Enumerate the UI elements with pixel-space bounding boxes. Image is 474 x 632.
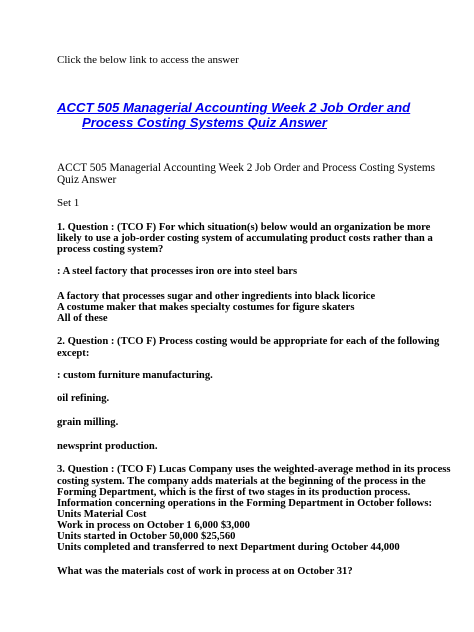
q1-line-1: 1. Question : (TCO F) For which situation(s) below would an organization be more: [57, 222, 431, 233]
set-heading: Set 1: [57, 197, 80, 209]
q3-line-4: Information concerning operations in the Forming Department in October follows:: [57, 498, 432, 509]
doc-title-line-1: ACCT 505 Managerial Accounting Week 2 Job Order and Process Costing Systems: [57, 162, 436, 174]
q2-option-2: oil refining.: [57, 393, 110, 404]
q1-option-1: : A steel factory that processes iron ore into steel bars: [57, 266, 298, 277]
q1-option-3: A costume maker that makes specialty costumes for figure skaters: [57, 302, 355, 313]
q3-line-8: Units completed and transferred to next Department during October 44,000: [57, 542, 400, 553]
q2-option-3: grain milling.: [57, 417, 119, 428]
q1-option-4: All of these: [57, 313, 108, 324]
q3-line-1: 3. Question : (TCO F) Lucas Company uses the weighted-average method in its process: [57, 464, 451, 475]
answer-link[interactable]: [57, 100, 410, 130]
q1-line-3: process costing system?: [57, 244, 164, 255]
q3-question: What was the materials cost of work in process at on October 31?: [57, 566, 353, 577]
answer-link-line-2[interactable]: Process Costing Systems Quiz Answer: [82, 115, 328, 130]
q2-option-1: : custom furniture manufacturing.: [57, 370, 213, 381]
q3-line-7: Units started in October 50,000 $25,560: [57, 531, 236, 542]
q2-option-4: newsprint production.: [57, 441, 158, 452]
doc-title-line-2: Quiz Answer: [57, 174, 117, 186]
q2-line-2: except:: [57, 348, 90, 359]
q3-line-5: Units Material Cost: [57, 509, 147, 520]
q1-line-2: likely to use a job-order costing system of accumulating product costs rather than a: [57, 233, 433, 244]
intro-text: Click the below link to access the answer: [57, 54, 239, 66]
q3-line-6: Work in process on October 1 6,000 $3,000: [57, 520, 250, 531]
q3-line-3: Forming Department, which is the first of two stages in its production process.: [57, 487, 411, 498]
q3-line-2: costing system. The company adds materials at the beginning of the process in the: [57, 476, 426, 487]
q2-line-1: 2. Question : (TCO F) Process costing would be appropriate for each of the following: [57, 336, 440, 347]
q1-option-2: A factory that processes sugar and other ingredients into black licorice: [57, 291, 376, 302]
answer-link-line-1[interactable]: ACCT 505 Managerial Accounting Week 2 Job Order and: [57, 100, 411, 115]
